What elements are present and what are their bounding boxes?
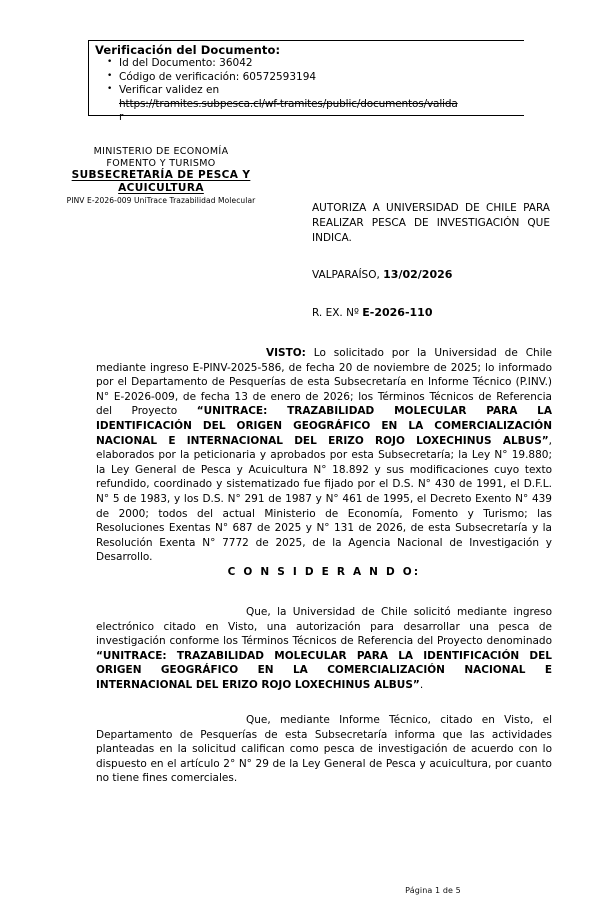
letterhead-subsecretaria: SUBSECRETARÍA DE PESCA Y ACUICULTURA [71,169,251,194]
bullet-icon: • [107,70,113,81]
document-verification-box [88,40,524,123]
visto-text-part1: Lo solicitado por la Universidad de Chile mediante ingreso E-PINV-2025-586, de fecha 20 de noviembre de 2025; lo informado por el Departamento de Pesquerías de esta Subsecretaría en Informe Técnico (P.INV.) N° E-2026-009, de fecha 13 de enero de 2026; los Términos Técnicos de Referencia del Proyecto [96,347,552,418]
bullet-icon: • [107,84,113,94]
letterhead-project-code: PINV E-2026-009 UniTrace Trazabilidad Molecular [66,196,256,205]
place-label: VALPARAÍSO, [312,269,380,281]
paragraph-visto [96,346,552,565]
verification-item-id [107,57,524,71]
verification-url-link-continued[interactable]: r [119,111,124,123]
verification-url-link[interactable]: https://tramites.subpesca.cl/wf-tramites/public/documentos/valida [119,97,458,110]
considerando1-text-part2: . [419,678,424,691]
bullet-icon: • [107,57,113,67]
page-footer [0,878,600,897]
visto-text-part2: , elaborados por la peticionaria y aprobados por esta Subsecretaría; la Ley N° 19.880; la Ley General de Pesca y Acuicultura N° 18.892 y sus modificaciones cuyo texto refundido, coordinado y sistematizado fue fijado por el D.S. N° 430 de 1991, el D.F.L. N° 5 de 1983, y los D.S. N° 291 de 1987 y N° 461 de 1995, el Decreto Exento N° 439 de 2000; todos del actual Ministerio de Economía, Fomento y Turismo; las Resoluciones Exentas N° 687 de 2025 y N° 131 de 2026, de esta Subsecretaría y la Resolución Exenta N° 7772 de 2025, de la Agencia Nacional de Investigación y Desarrollo. [96,434,552,564]
resolution-value: E-2026-110 [362,306,433,319]
verification-item-label: Código de verificación: 60572593194 [119,70,317,83]
resolution-number [312,306,432,320]
verification-item-label: Id del Documento: 36042 [119,57,253,69]
verification-list [95,57,524,125]
place-and-date [312,268,452,282]
page-number: Página 1 de 5 [405,886,461,895]
document-subject: AUTORIZA A UNIVERSIDAD DE CHILE PARA REALIZAR PESCA DE INVESTIGACIÓN QUE INDICA. [312,202,550,244]
paragraph-considerando-2: Que, mediante Informe Técnico, citado en Visto, el Departamento de Pesquerías de esta Subsecretaría informa que las actividades planteadas en la solicitud califican como pesca de investigación de acuerdo con lo dispuesto en el artículo 2° N° 29 de la Ley General de Pesca y acuicultura, por cuanto no tiene fines comerciales. [96,714,552,785]
document-date: 13/02/2026 [383,268,453,281]
considerando-heading: C O N S I D E R A N D O: [227,566,421,578]
considerando1-text-part1: Que, la Universidad de Chile solicitó mediante ingreso electrónico citado en Visto, una autorización para desarrollar una pesca de investigación conforme los Términos Técnicos de Referencia del Proyecto denominado [96,606,552,648]
considerando1-project-title: “UNITRACE: TRAZABILIDAD MOLECULAR PARA LA IDENTIFICACIÓN DEL ORIGEN GEOGRÁFICO EN LA COMERCIALIZACIÓN NACIONAL E INTERNACIONAL DEL ERIZO ROJO LOXECHINUS ALBUS” [96,649,552,691]
letterhead-ministry-line2: FOMENTO Y TURISMO [106,157,216,169]
letterhead-ministry-line1: MINISTERIO DE ECONOMÍA [93,146,229,157]
resolution-label: R. EX. Nº [312,307,359,319]
verification-item-label: Verificar validez en [119,84,220,96]
visto-keyword: VISTO: [266,347,306,359]
visto-project-title: “UNITRACE: TRAZABILIDAD MOLECULAR PARA LA IDENTIFICACIÓN DEL ORIGEN GEOGRÁFICO EN LA COMERCIALIZACIÓN NACIONAL E INTERNACIONAL DEL ERIZO ROJO LOXECHINUS ALBUS” [96,405,552,447]
paragraph-considerando-1 [96,605,552,693]
verification-item-url [107,84,524,125]
verification-title: Verificación del Documento: [95,43,281,57]
verification-item-code [107,70,524,85]
letterhead [30,146,292,206]
